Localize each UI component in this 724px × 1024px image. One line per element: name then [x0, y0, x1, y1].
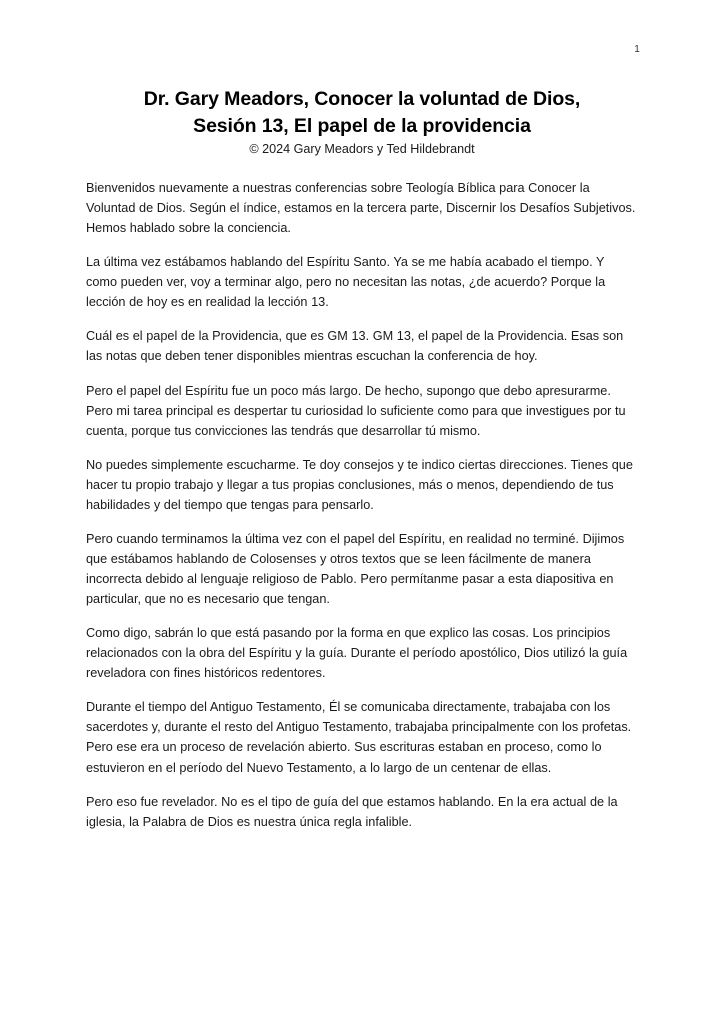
title-line-2: Sesión 13, El papel de la providencia: [193, 114, 531, 137]
transcript-body: [86, 178, 638, 832]
title-line-1: Dr. Gary Meadors, Conocer la voluntad de Dios,: [143, 88, 581, 110]
paragraph: Pero el papel del Espíritu fue un poco más largo. De hecho, supongo que debo apresurarme. Pero mi tarea principal es despertar tu curiosidad lo suficiente como para que investigues por tu cuenta, porque tus convicciones las tendrás que desarrollar tú mismo.: [86, 383, 626, 438]
paragraph: Cuál es el papel de la Providencia, que es GM 13. GM 13, el papel de la Providencia. Esas son las notas que deben tener disponibles mientras escuchan la conferencia de hoy.: [86, 329, 624, 364]
document-content: [86, 86, 638, 832]
paragraph: Como digo, sabrán lo que está pasando por la forma en que explico las cosas. Los principios relacionados con la obra del Espíritu y la guía. Durante el período apostólico, Dios utilizó la guía reveladora con fines históricos redentores.: [86, 626, 628, 681]
paragraph: No puedes simplemente escucharme. Te doy consejos y te indico ciertas direcciones. Tienes que hacer tu propio trabajo y llegar a tus propias conclusiones, más o menos, dependiendo de tus habilidades y del tiempo que tengas para pensarlo.: [86, 457, 633, 512]
paragraph: Pero eso fue revelador. No es el tipo de guía del que estamos hablando. En la era actual de la iglesia, la Palabra de Dios es nuestra única regla infalible.: [86, 794, 618, 829]
page-title: [86, 86, 638, 139]
page-number: 1: [634, 44, 640, 55]
paragraph: Bienvenidos nuevamente a nuestras conferencias sobre Teología Bíblica para Conocer la Voluntad de Dios. Según el índice, estamos en la tercera parte, Discernir los Desafíos Subjetivos. Hemos hablado sobre la conciencia.: [86, 181, 636, 236]
paragraph: Durante el tiempo del Antiguo Testamento, Él se comunicaba directamente, trabajaba con los sacerdotes y, durante el resto del Antiguo Testamento, trabajaba principalmente con los profetas. Pero ese era un proceso de revelación abierto. Sus escrituras estaban en proceso, como lo estuvieron en el período del Nuevo Testamento, a lo largo de un centenar de ellas.: [86, 700, 632, 775]
paragraph: Pero cuando terminamos la última vez con el papel del Espíritu, en realidad no terminé. Dijimos que estábamos hablando de Colosenses y otros textos que se leen fácilmente de manera incorrecta debido al lenguaje religioso de Pablo. Pero permítanme pasar a esta diapositiva en particular, que no es necesario que tengan.: [86, 531, 625, 607]
copyright-line: © 2024 Gary Meadors y Ted Hildebrandt: [249, 142, 475, 157]
paragraph: La última vez estábamos hablando del Espíritu Santo. Ya se me había acabado el tiempo. Y como pueden ver, voy a terminar algo, pero no necesitan las notas, ¿de acuerdo? Porque la lección de hoy es en realidad la lección 13.: [86, 255, 606, 310]
